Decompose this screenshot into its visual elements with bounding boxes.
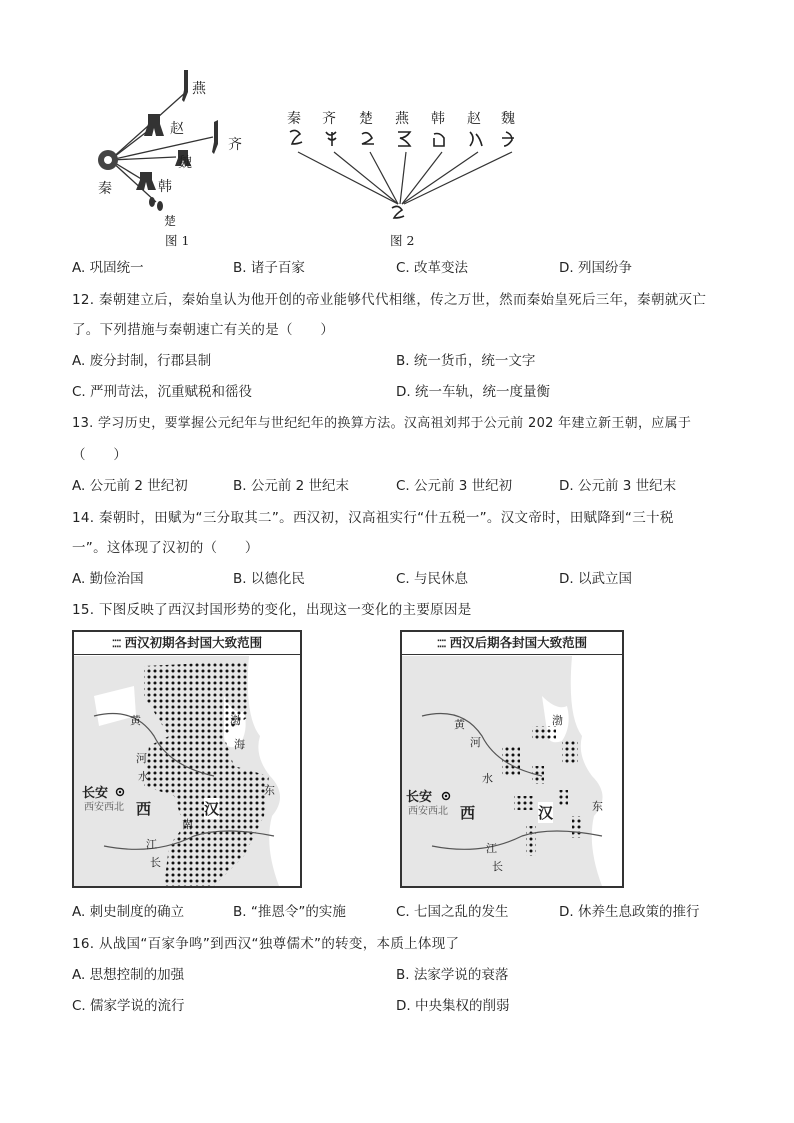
map1-label-he: 河 (136, 752, 147, 765)
q11-option-d[interactable]: D. 列国纷争 (559, 260, 632, 276)
q13-option-c[interactable]: C. 公元前 3 世纪初 (396, 478, 513, 494)
map1-label-shui: 水 (138, 770, 149, 783)
map-early-western-han (72, 630, 302, 888)
map2-label-huang: 黄 (454, 718, 465, 731)
fig1-label-yan: 燕 (192, 81, 206, 97)
q12-option-b[interactable]: B. 统一货币，统一文字 (396, 353, 536, 369)
map2-label-chang: 长 (492, 860, 503, 873)
q14-option-b[interactable]: B. 以德化民 (233, 571, 305, 587)
q16-option-a[interactable]: A. 思想控制的加强 (72, 967, 185, 983)
q11-option-b[interactable]: B. 诸子百家 (233, 260, 305, 276)
fig2-state-0: 秦 (287, 111, 301, 127)
map1-label-nan: 南 (182, 818, 193, 831)
q13-stem-line2: （ ） (72, 447, 128, 463)
map1-capital-note: 西安西北 (84, 802, 124, 813)
map2-label-shui: 水 (482, 772, 493, 785)
map2-terrain (402, 656, 622, 886)
map2-capital-name: 长安 (406, 790, 433, 805)
q12-stem-line2: 了。下列措施与秦朝速亡有关的是（ ） (72, 322, 335, 338)
map1-label-huang: 黄 (130, 714, 141, 727)
map2-title (402, 632, 622, 655)
q16-option-c[interactable]: C. 儒家学说的流行 (72, 998, 185, 1014)
q14-option-d[interactable]: D. 以武立国 (559, 571, 632, 587)
map-late-western-han (400, 630, 624, 888)
q13-option-a[interactable]: A. 公元前 2 世纪初 (72, 478, 188, 494)
map2-label-jiang: 江 (486, 842, 497, 855)
fig1-caption: 图 1 (165, 233, 190, 248)
q15-option-b[interactable]: B. “推恩令”的实施 (233, 904, 346, 920)
map1-capital-name: 长安 (82, 786, 109, 801)
figure-2-scripts (280, 126, 530, 226)
q14-stem-line1: 14. 秦朝时，田赋为“三分取其二”。西汉初，汉高祖实行“什五税一”。汉文帝时，田赋降到“三十税 (72, 510, 674, 526)
fig2-state-2: 楚 (359, 111, 373, 127)
han-spade-coin-icon (136, 172, 156, 190)
q16-stem-line1: 16. 从战国“百家争鸣”到西汉“独尊儒术”的转变，本质上体现了 (72, 936, 460, 952)
map1-label-bo: 渤 (230, 714, 241, 727)
map-legend-dots-icon: ⁚⁚⁚⁚ (436, 639, 446, 650)
map2-label-han: 汉 (538, 804, 554, 822)
map1-label-chang: 长 (150, 856, 161, 869)
fig1-label-han: 韩 (158, 179, 172, 195)
map1-label-xi: 西 (136, 800, 152, 818)
q13-option-d[interactable]: D. 公元前 3 世纪末 (559, 478, 677, 494)
q14-option-c[interactable]: C. 与民休息 (396, 571, 469, 587)
yan-knife-coin-icon (182, 70, 188, 102)
fig1-label-chu: 楚 (164, 214, 177, 228)
q15-option-d[interactable]: D. 休养生息政策的推行 (559, 904, 700, 920)
map2-label-xi: 西 (460, 804, 476, 822)
fig2-state-4: 韩 (431, 111, 445, 127)
q16-option-b[interactable]: B. 法家学说的衰落 (396, 967, 509, 983)
fig2-state-3: 燕 (395, 111, 409, 127)
fig1-label-wei: 魏 (178, 155, 192, 171)
q13-option-b[interactable]: B. 公元前 2 世纪末 (233, 478, 350, 494)
map1-label-han: 汉 (204, 800, 220, 818)
q14-option-a[interactable]: A. 勤俭治国 (72, 571, 144, 587)
q12-stem-line1: 12. 秦朝建立后，秦始皇认为他开创的帝业能够代代相继，传之万世，然而秦始皇死后三年，秦朝就灭亡 (72, 292, 707, 308)
q13-stem-line1: 13. 学习历史，要掌握公元纪年与世纪纪年的换算方法。汉高祖刘邦于公元前 202 年建立新王朝，应属于 (72, 416, 692, 431)
fig1-label-qin: 秦 (98, 181, 112, 197)
chu-antnose-coin-icon (149, 197, 155, 207)
map2-label-bo: 渤 (552, 714, 563, 727)
q15-option-a[interactable]: A. 刺史制度的确立 (72, 904, 185, 920)
map2-label-he: 河 (470, 736, 481, 749)
map1-title-text: 西汉初期各封国大致范围 (124, 635, 263, 650)
q11-option-c[interactable]: C. 改革变法 (396, 260, 469, 276)
q15-stem-line1: 15. 下图反映了西汉封国形势的变化，出现这一变化的主要原因是 (72, 602, 472, 618)
map2-capital-note: 西安西北 (408, 806, 448, 817)
q12-option-a[interactable]: A. 废分封制，行郡县制 (72, 353, 212, 369)
seal-script-glyphs-icon (290, 130, 514, 146)
fig2-state-6: 魏 (501, 111, 515, 127)
map2-label-dong: 东 (592, 800, 603, 813)
q16-option-d[interactable]: D. 中央集权的削弱 (396, 998, 510, 1014)
fig2-caption: 图 2 (390, 233, 415, 248)
q11-option-a[interactable]: A. 巩固统一 (72, 260, 144, 276)
fig1-label-zhao: 赵 (170, 121, 184, 137)
fig2-state-1: 齐 (322, 111, 336, 127)
zhao-spade-coin-icon (144, 114, 164, 136)
map1-label-jiang: 江 (146, 838, 157, 851)
map1-title (74, 632, 300, 655)
map1-label-hai: 海 (234, 738, 245, 751)
map1-terrain (74, 656, 300, 886)
q14-stem-line2: 一”。这体现了汉初的（ ） (72, 540, 259, 556)
q12-option-c[interactable]: C. 严刑苛法，沉重赋税和徭役 (72, 384, 253, 400)
fig2-state-5: 赵 (467, 111, 481, 127)
map2-title-text: 西汉后期各封国大致范围 (449, 635, 588, 650)
q12-option-d[interactable]: D. 统一车轨，统一度量衡 (396, 384, 550, 400)
q15-option-c[interactable]: C. 七国之乱的发生 (396, 904, 509, 920)
map1-label-dong: 东 (264, 784, 275, 797)
fig1-label-qi: 齐 (228, 137, 242, 153)
map-legend-dots-icon: ⁚⁚⁚⁚ (111, 639, 121, 650)
